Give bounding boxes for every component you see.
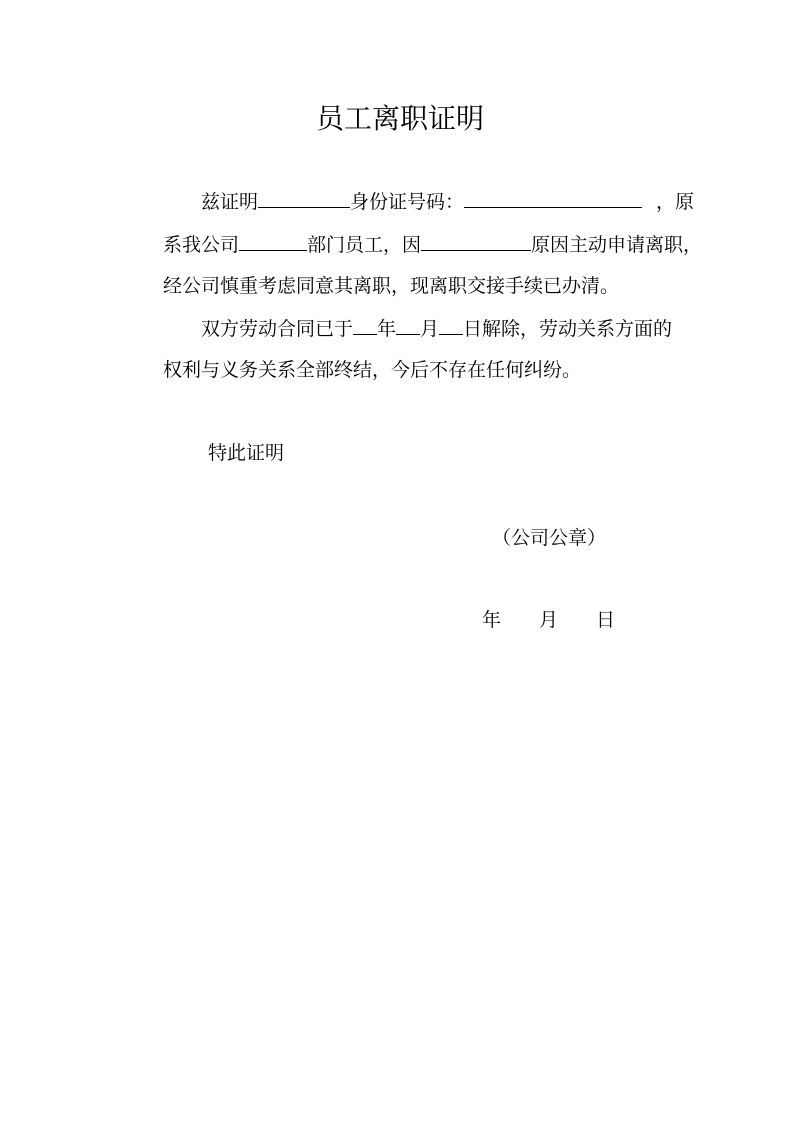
day-blank bbox=[439, 314, 463, 335]
para2-text-terminated: 日解除，劳动关系方面的 bbox=[463, 318, 673, 340]
para2-text-year: 年 bbox=[377, 318, 397, 340]
closing-text: 特此证明 bbox=[208, 442, 285, 464]
department-blank bbox=[239, 230, 307, 251]
month-blank bbox=[396, 314, 420, 335]
para2-line2: 权利与义务关系全部终结，今后不存在任何纠纷。 bbox=[163, 359, 582, 381]
para1-line1 bbox=[201, 187, 694, 217]
para1-text-id: 身份证号码： bbox=[350, 191, 465, 213]
company-stamp-label: （公司公章） bbox=[492, 527, 607, 549]
name-blank bbox=[258, 187, 350, 208]
para2-line1 bbox=[201, 314, 672, 344]
para1-line3: 经公司慎重考虑同意其离职，现离职交接手续已办清。 bbox=[163, 275, 620, 297]
para1-text-resign: 原因主动申请离职， bbox=[531, 234, 703, 256]
para1-text-attest: 兹证明 bbox=[201, 191, 259, 213]
date-month-label: 月 bbox=[539, 609, 559, 631]
para2-text-month: 月 bbox=[420, 318, 440, 340]
signature-date bbox=[482, 605, 615, 635]
para1-text-company: 系我公司 bbox=[163, 234, 240, 256]
para1-line2 bbox=[163, 230, 702, 260]
para1-text-formerly: ，原 bbox=[656, 191, 695, 213]
reason-blank bbox=[421, 230, 531, 251]
date-year-label: 年 bbox=[482, 609, 502, 631]
para2-text-contract: 双方劳动合同已于 bbox=[201, 318, 354, 340]
date-day-label: 日 bbox=[596, 609, 616, 631]
para1-text-employee: 部门员工，因 bbox=[307, 234, 422, 256]
year-blank bbox=[353, 314, 377, 335]
document-title: 员工离职证明 bbox=[315, 102, 484, 135]
id-number-blank bbox=[464, 187, 642, 208]
